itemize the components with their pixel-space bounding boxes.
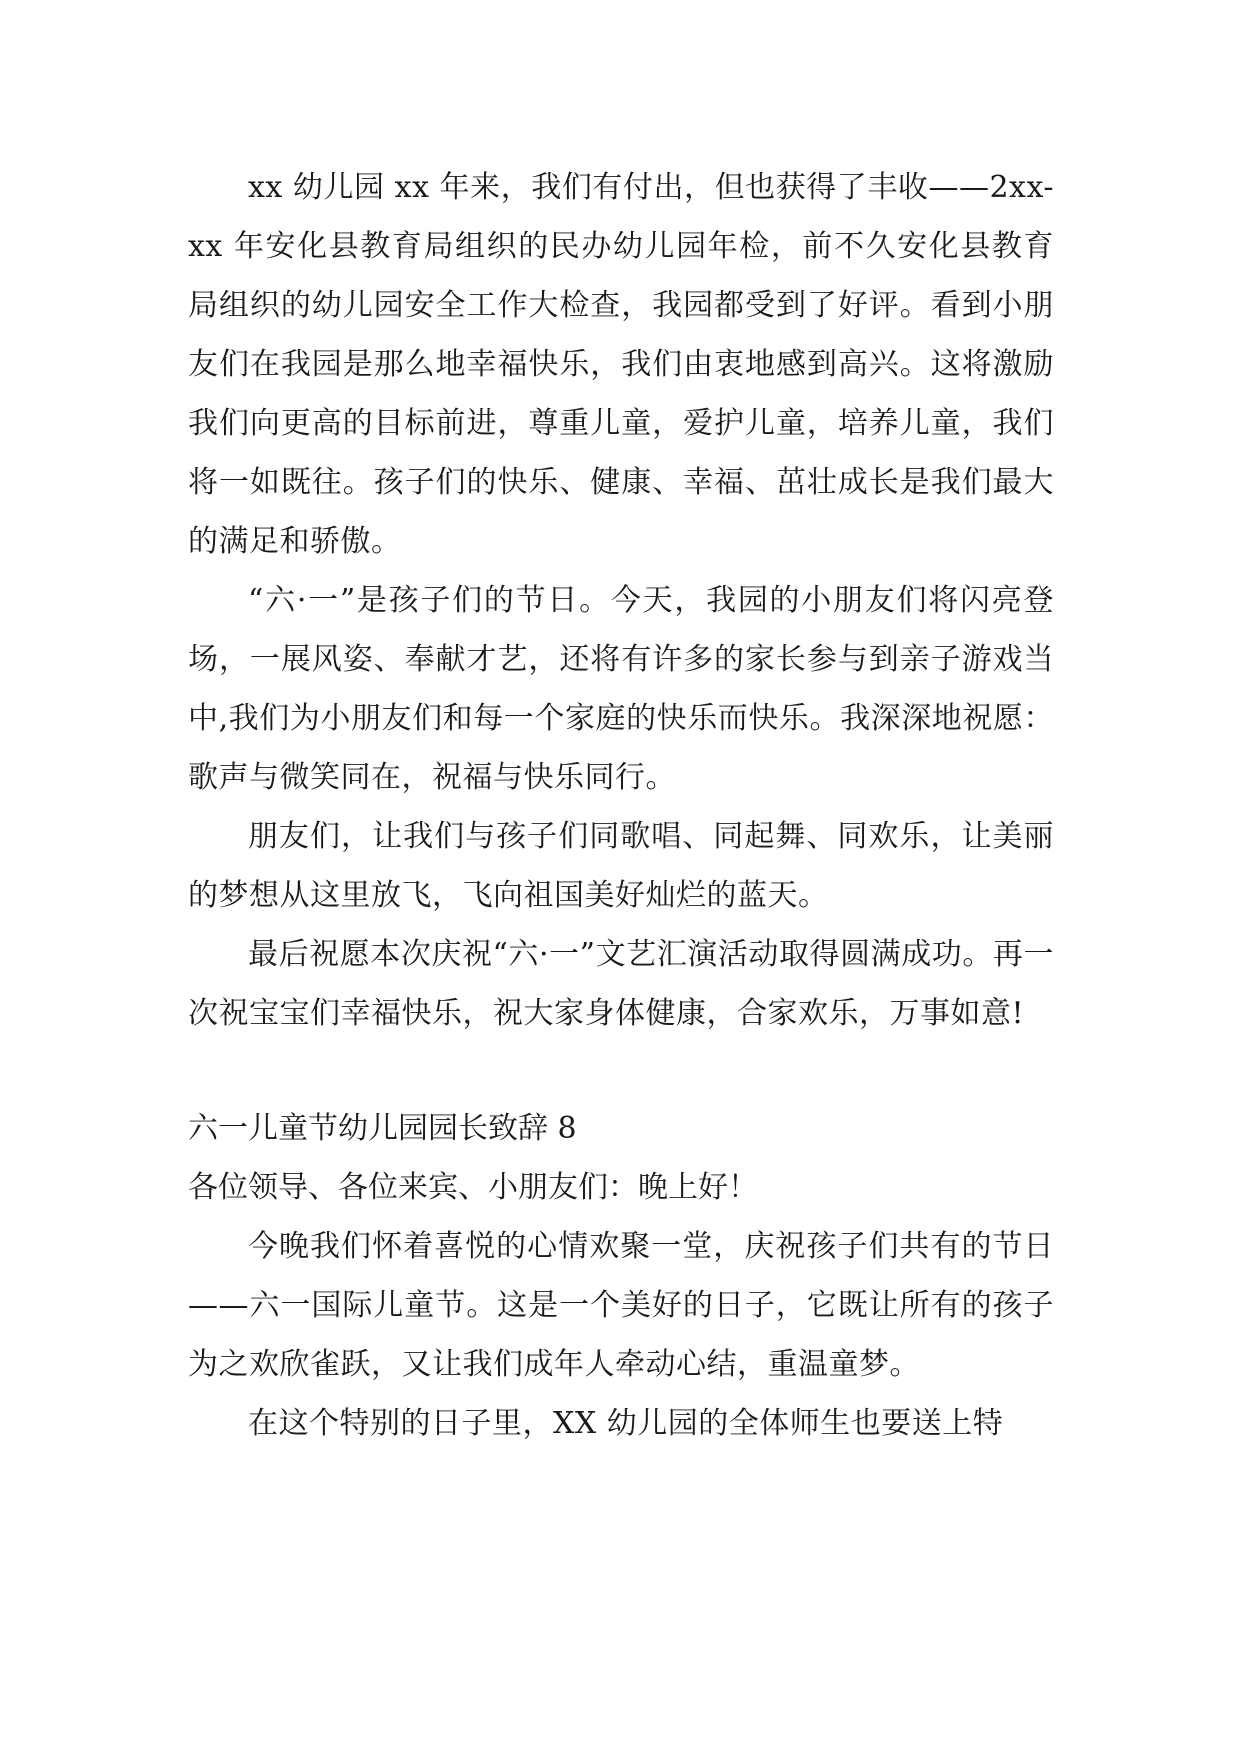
salutation: 各位领导、各位来宾、小朋友们：晚上好！ — [188, 1170, 758, 1205]
paragraph-special-day: 在这个特别的日子里，XX 幼儿园的全体师生也要送上特 — [248, 1406, 1004, 1441]
paragraph-closing-wishes: 最后祝愿本次庆祝“六·一”文艺汇演活动取得圆满成功。再一次祝宝宝们幸福快乐，祝大家身体健康，合家欢乐，万事如意! — [188, 937, 1054, 1031]
document-body — [188, 158, 1054, 1453]
paragraph-harvest: xx 幼儿园 xx 年来，我们有付出，但也获得了丰收——2xx-xx 年安化县教育局组织的民办幼儿园年检，前不久安化县教育局组织的幼儿园安全工作大检查，我园都受到了好评。看到小朋友们在我园是那么地幸福快乐，我们由衷地感到高兴。这将激励我们向更高的目标前进，尊重儿童，爱护儿童，培养儿童，我们将一如既往。孩子们的快乐、健康、幸福、茁壮成长是我们最大的满足和骄傲。 — [188, 170, 1054, 559]
paragraph-childrens-day: “六·一”是孩子们的节日。今天，我园的小朋友们将闪亮登场，一展风姿、奉献才艺，还将有许多的家长参与到亲子游戏当中,我们为小朋友们和每一个家庭的快乐而快乐。我深深地祝愿：歌声与微笑同在，祝福与快乐同行。 — [188, 583, 1054, 795]
section-title: 六一儿童节幼儿园园长致辞 8 — [188, 1111, 577, 1146]
paragraph-friends: 朋友们，让我们与孩子们同歌唱、同起舞、同欢乐，让美丽的梦想从这里放飞，飞向祖国美好灿烂的蓝天。 — [188, 819, 1054, 913]
paragraph-gathering: 今晚我们怀着喜悦的心情欢聚一堂，庆祝孩子们共有的节日——六一国际儿童节。这是一个美好的日子，它既让所有的孩子为之欢欣雀跃，又让我们成年人牵动心结，重温童梦。 — [188, 1229, 1054, 1382]
